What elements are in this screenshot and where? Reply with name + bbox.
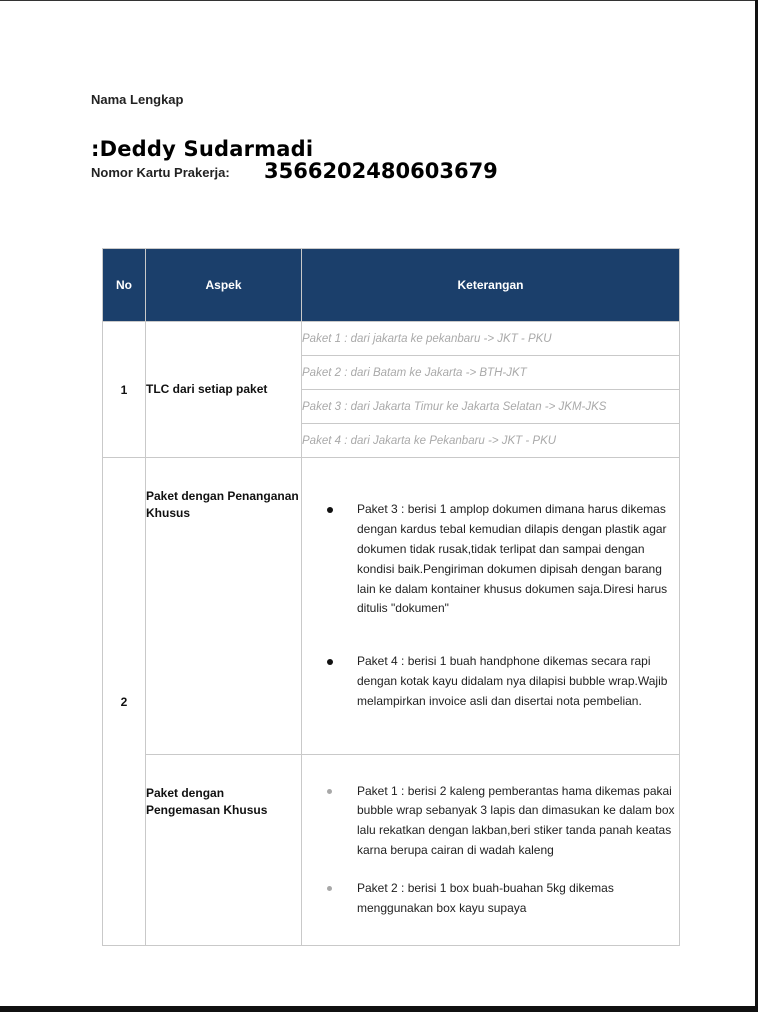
route-cell: Paket 2 : dari Batam ke Jakarta -> BTH-JKT (302, 356, 680, 390)
bullet-icon (327, 659, 333, 665)
list-item (302, 782, 679, 861)
aspect-cell: Paket dengan Pengemasan Khusus (146, 755, 302, 946)
bullet-icon (327, 789, 332, 794)
list-item (302, 879, 679, 919)
list-item (302, 500, 679, 619)
aspect-table (102, 248, 680, 946)
table-row (103, 458, 680, 755)
table-row (103, 755, 680, 946)
page-border-bottom (0, 1006, 758, 1012)
bullet-icon (327, 886, 332, 891)
name-value: :Deddy Sudarmadi (91, 137, 314, 161)
page-border-top (0, 0, 758, 1)
route-cell: Paket 4 : dari Jakarta ke Pekanbaru -> JKT - PKU (302, 424, 680, 458)
card-number-value: 3566202480603679 (264, 159, 498, 183)
row-number: 1 (103, 322, 146, 458)
list-item-text: Paket 1 : berisi 2 kaleng pemberantas hama dikemas pakai bubble wrap sebanyak 3 lapis dan dimasukan ke dalam box lalu rekatkan dengan lakban,beri stiker tanda panah keatas karna berupa cairan di wadah kaleng (357, 783, 675, 857)
table-row (103, 322, 680, 356)
column-header-aspek: Aspek (146, 249, 302, 322)
list-item (302, 652, 679, 711)
list-item-text: Paket 3 : berisi 1 amplop dokumen dimana harus dikemas dengan kardus tebal kemudian dilapis dengan plastik agar dokumen tidak rusak,tidak terlipat dan sampai dengan kondisi baik.Pengiriman dokumen dipisah dengan barang lain ke dalam kontainer khusus dokumen saja.Diresi harus ditulis "dokumen" (357, 502, 668, 616)
page-border-right (755, 0, 758, 1012)
table-header-row (103, 249, 680, 322)
route-cell: Paket 1 : dari jakarta ke pekanbaru -> JKT - PKU (302, 322, 680, 356)
aspect-cell: Paket dengan Penanganan Khusus (146, 458, 302, 755)
column-header-no: No (103, 249, 146, 322)
list-item-text: Paket 2 : berisi 1 box buah-buahan 5kg dikemas menggunakan box kayu supaya (357, 880, 614, 915)
column-header-keterangan: Keterangan (302, 249, 680, 322)
aspect-cell: TLC dari setiap paket (146, 322, 302, 458)
route-cell: Paket 3 : dari Jakarta Timur ke Jakarta Selatan -> JKM-JKS (302, 390, 680, 424)
bullet-icon (327, 507, 333, 513)
description-cell (302, 458, 680, 755)
list-item-text: Paket 4 : berisi 1 buah handphone dikemas secara rapi dengan kotak kayu didalam nya dilapisi bubble wrap.Wajib melampirkan invoice asli dan disertai nota pembelian. (357, 654, 668, 708)
description-cell (302, 755, 680, 946)
row-number: 2 (103, 458, 146, 946)
name-label: Nama Lengkap (91, 92, 184, 107)
card-label: Nomor Kartu Prakerja: (91, 165, 230, 180)
